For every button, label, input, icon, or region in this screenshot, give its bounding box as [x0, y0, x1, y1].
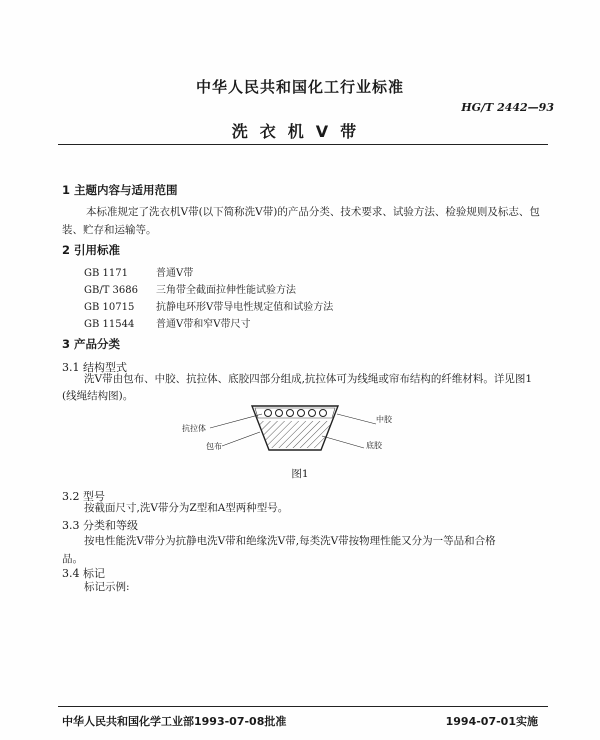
- reference-title: 三角带全截面拉伸性能试验方法: [156, 285, 296, 296]
- leader-tensile: [210, 414, 262, 428]
- section-3-1-heading: 3.1 结构型式: [62, 361, 127, 374]
- reference-title: 抗静电环形V带导电性规定值和试验方法: [156, 302, 334, 313]
- document-title: 洗衣机V带: [231, 122, 369, 141]
- section-3-3-paragraph-line2: 品。: [62, 553, 83, 565]
- leader-cover: [222, 432, 260, 446]
- section-3-3-heading: 3.3 分类和等级: [62, 519, 138, 532]
- section-3-1-paragraph-line1: 洗V带由包布、中胶、抗拉体、底胶四部分组成,抗拉体可为线绳或帘布结构的纤维材料。详见图1: [84, 373, 533, 385]
- section-3-1-paragraph-line2: (线绳结构图)。: [62, 390, 134, 402]
- leader-bottom: [322, 436, 364, 448]
- reference-item: [84, 281, 296, 296]
- label-cover: 包布: [206, 442, 222, 451]
- label-middle: 中胶: [376, 415, 392, 424]
- approval-info: 中华人民共和国化学工业部1993-07-08批准: [62, 715, 287, 728]
- org-title: 中华人民共和国化工行业标准: [195, 78, 404, 96]
- section-3-4-heading: 3.4 标记: [62, 567, 105, 580]
- reference-code: GB 10715: [84, 302, 135, 313]
- section-3-2-paragraph: 按截面尺寸,洗V带分为Z型和A型两种型号。: [84, 502, 289, 514]
- section-3-heading: 3 产品分类: [62, 337, 121, 351]
- figure-caption: 图1: [291, 468, 309, 480]
- reference-code: GB 1171: [84, 268, 128, 279]
- section-3-4-paragraph: 标记示例:: [84, 581, 130, 593]
- effective-date: 1994-07-01实施: [445, 715, 538, 728]
- section-2-heading: 2 引用标准: [62, 243, 121, 257]
- leader-middle: [337, 414, 376, 424]
- header-rule: [58, 144, 548, 145]
- reference-title: 普通V带: [156, 268, 194, 279]
- section-1-heading: 1 主题内容与适用范围: [62, 183, 178, 197]
- reference-item: [84, 264, 193, 279]
- reference-code: GB 11544: [84, 319, 135, 330]
- reference-code: GB/T 3686: [84, 285, 139, 296]
- bottom-rubber-hatch: [258, 421, 332, 448]
- reference-title: 普通V带和窄V带尺寸: [156, 319, 251, 330]
- label-tensile: 抗拉体: [182, 424, 206, 433]
- section-3-2-heading: 3.2 型号: [62, 490, 105, 503]
- footer-rule: [58, 706, 548, 707]
- standard-number: HG/T 2442—93: [461, 101, 554, 114]
- reference-item: [84, 298, 333, 313]
- section-1-paragraph: 本标准规定了洗衣机V带(以下简称洗V带)的产品分类、技术要求、试验方法、检验规则及标志、包装、贮存和运输等。: [62, 206, 540, 236]
- belt-cross-section-figure: [180, 398, 410, 460]
- reference-item: [84, 315, 250, 330]
- section-3-3-paragraph-line1: 按电性能洗V带分为抗静电洗V带和绝缘洗V带,每类洗V带按物理性能又分为一等品和合格: [84, 535, 496, 547]
- label-bottom: 底胶: [366, 441, 382, 450]
